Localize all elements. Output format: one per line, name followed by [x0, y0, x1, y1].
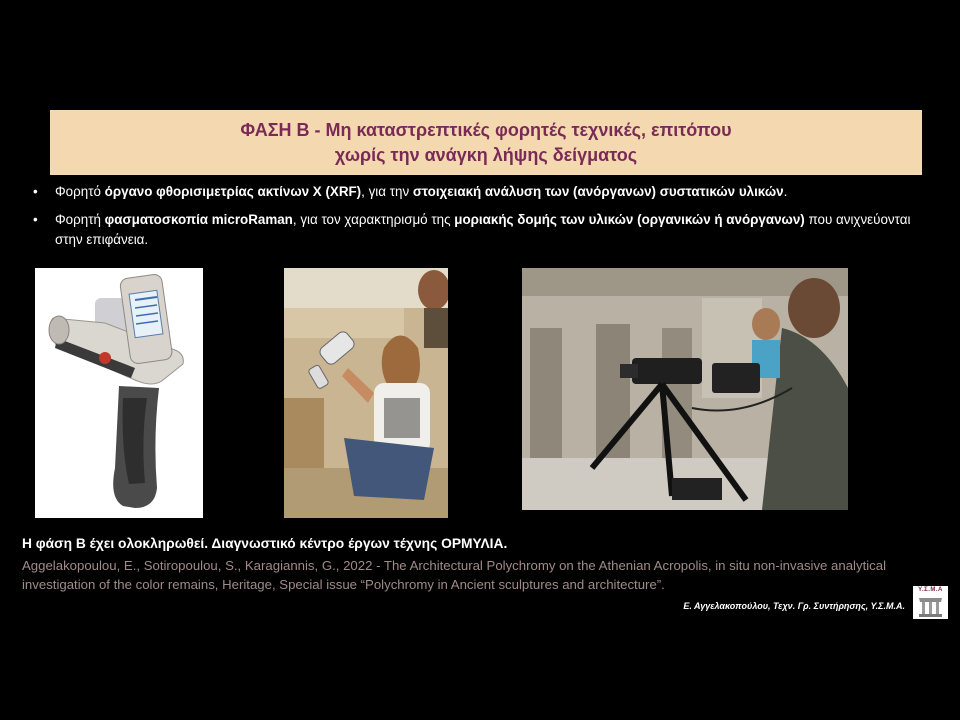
title-line-2: χωρίς την ανάγκη λήψης δείγματος	[334, 144, 638, 165]
bullet-bold: φασματοσκοπία microRaman	[104, 212, 293, 227]
bullet-symbol: •	[33, 212, 38, 227]
bullet-bold: όργανο φθορισιμετρίας ακτίνων Χ (XRF)	[104, 184, 362, 199]
ysma-logo	[913, 586, 948, 619]
bullet-list	[28, 182, 928, 258]
bullet-bold: μοριακής δομής των υλικών (οργανικών ή ανόργανων)	[454, 212, 805, 227]
title-line-1: ΦΑΣΗ Β - Μη καταστρεπτικές φορητές τεχνικές, επιτόπου	[240, 119, 732, 140]
xrf-device-photo	[35, 268, 203, 518]
title-box	[50, 110, 922, 175]
bullet-text: Φορητή	[55, 212, 105, 227]
field-measurement-photo	[284, 268, 448, 518]
bullet-text: , για τον χαρακτηρισμό της	[292, 212, 455, 227]
bullet-text: , για την	[361, 184, 413, 199]
bullet-item-xrf	[28, 182, 928, 202]
phase-status-text: Η φάση Β έχει ολοκληρωθεί. Διαγνωστικό κέντρο έργων τέχνης ΟΡΜΥΛΙΑ.	[22, 536, 508, 551]
raman-setup-photo	[522, 268, 848, 510]
bullet-text: .	[783, 184, 788, 199]
bullet-item-raman	[28, 210, 928, 250]
bullet-text: Φορητό	[55, 184, 105, 199]
citation-text: Aggelakopoulou, E., Sotiropoulou, S., Karagiannis, G., 2022 - The Architectural Polychromy on the Athenian Acropolis, in situ non-invasive analytical investigation of the color remains, Heritage, Special issue “Polychromy in Ancient sculptures and architecture”.	[22, 558, 887, 592]
bullet-bold: στοιχειακή ανάλυση των (ανόργανων) συστατικών υλικών	[412, 184, 784, 199]
author-credit: Ε. Αγγελακοπούλου, Τεχν. Γρ. Συντήρησης, Υ.Σ.Μ.Α.	[683, 601, 905, 611]
logo-text: Υ.Σ.Μ.Α	[918, 587, 943, 593]
bullet-symbol: •	[33, 184, 38, 199]
bullet-text: που ανιχνεύονται στην επιφάνεια.	[55, 212, 911, 247]
